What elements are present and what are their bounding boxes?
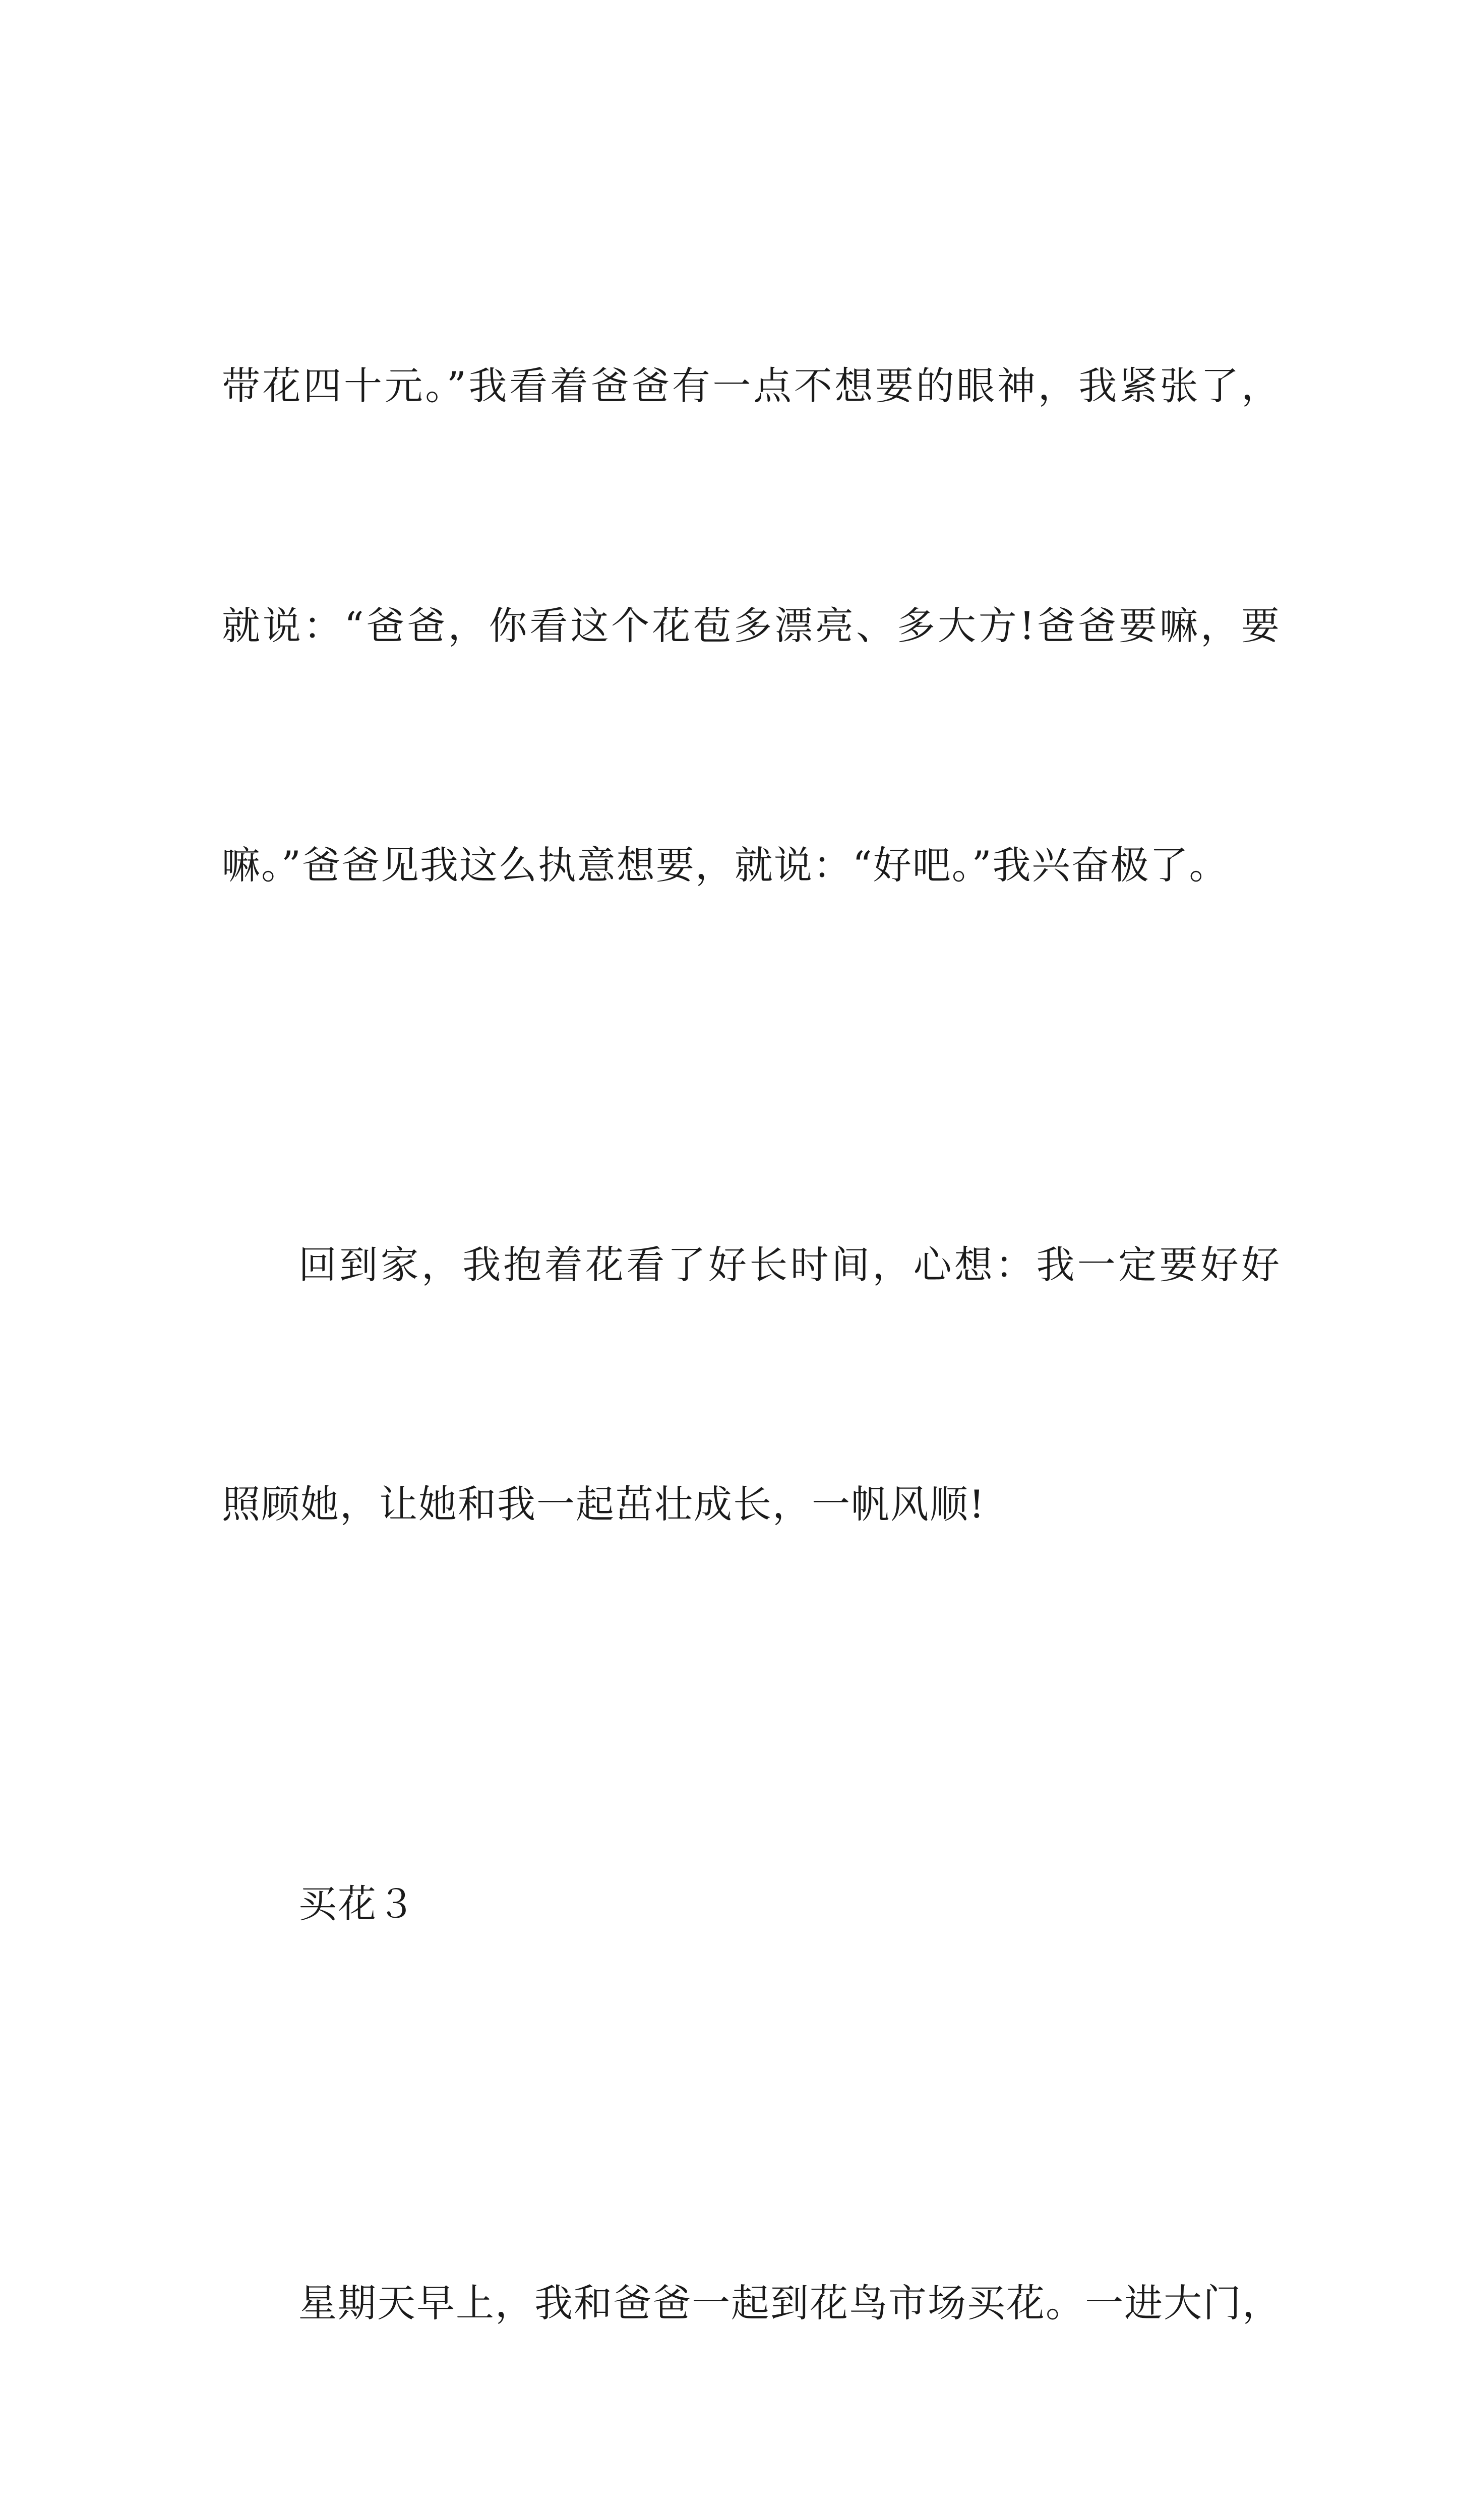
paragraph-continued — [222, 186, 1281, 1065]
paragraph — [222, 2104, 1281, 2520]
paragraph — [222, 1065, 1281, 1705]
document-body — [222, 186, 1281, 2520]
text-line: 星期天早上，我和爸爸一起到花鸟市场买花。一进大门， — [222, 2263, 1281, 2344]
text-line: 嘛。”爸爸见我这么执意想要，就说：“好吧。”我兴奋极了。 — [222, 826, 1281, 906]
text-line: 照顾她，让她和我一起茁壮成长，一帆风顺! — [222, 1465, 1281, 1545]
text-line: 回到家，我抱着花看了好长时间，心想：我一定要好好 — [222, 1225, 1281, 1305]
text-line — [222, 2503, 1281, 2520]
text-line: 带花四十元。”我看着爸爸有一点不想要的眼神，我紧张了， — [222, 346, 1281, 426]
section-heading — [222, 1705, 1281, 2104]
heading-text: 买花３ — [222, 1864, 1281, 1944]
text-line: 就说：“爸爸，你看这个花苞多漂亮、多大方!爸爸要嘛，要 — [222, 586, 1281, 666]
